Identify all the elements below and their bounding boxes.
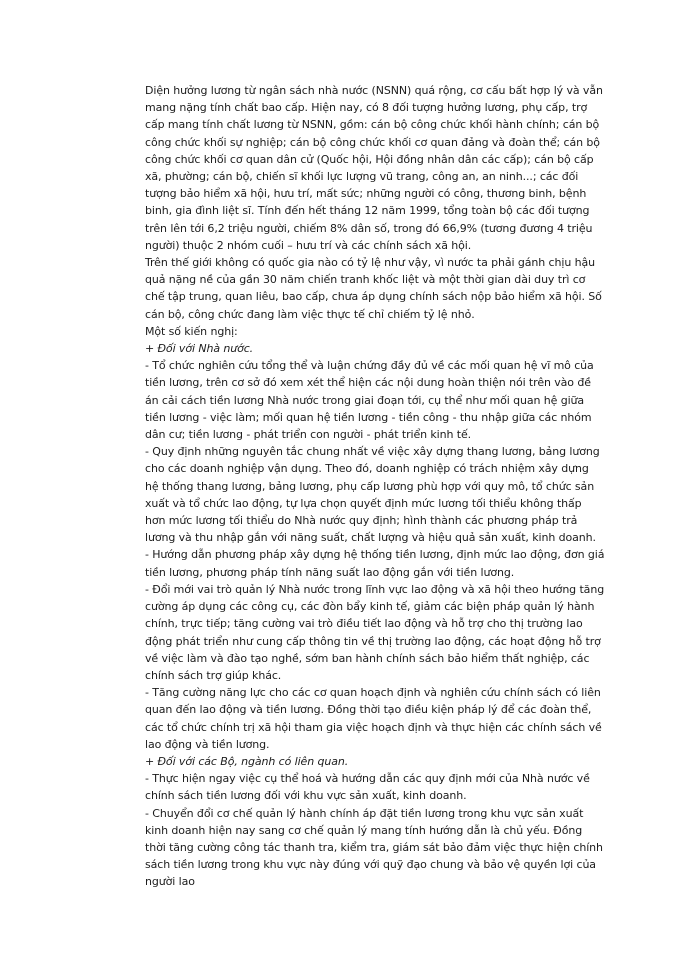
paragraph-state-item-4: - Đổi mới vai trò quản lý Nhà nước trong lĩnh vực lao động và xã hội theo hướng tăng cường áp dụng các công cụ, các đòn bẩy kinh tế, giảm các biện pháp quản lý hành chính, trực tiếp; tăng cường vai trò điều tiết lao động và hỗ trợ cho thị trường lao động phát triển như cung cấp thông tin về thị trường lao động, các hoạt động hỗ trợ về việc làm và đào tạo nghề, sớm ban hành chính sách bảo hiểm thất nghiệp, các chính sách trợ giúp khác. (145, 582, 605, 682)
document-body (145, 82, 605, 891)
paragraph-salary-scope: Diện hưởng lương từ ngân sách nhà nước (NSNN) quá rộng, cơ cấu bất hợp lý và vẫn mang nặng tính chất bao cấp. Hiện nay, có 8 đối tượng hưởng lương, phụ cấp, trợ cấp mang tính chất lương từ NSNN, gồm: cán bộ công chức khối hành chính; cán bộ công chức khối sự nghiệp; cán bộ công chức khối cơ quan đảng và đoàn thể; cán bộ công chức khối cơ quan dân cử (Quốc hội, Hội đồng nhân dân các cấp); cán bộ cấp xã, phường; cán bộ, chiến sĩ khối lực lượng vũ trang, công an, an ninh...; các đối tượng bảo hiểm xã hội, hưu trí, mất sức; những người có công, thương binh, bệnh binh, gia đình liệt sĩ. Tính đến hết tháng 12 năm 1999, tổng toàn bộ các đối tượng trên lên tới 6,2 triệu người, chiếm 8% dân số, trong đó 66,9% (tương đương 4 triệu người) thuộc 2 nhóm cuối – hưu trí và các chính sách xã hội. (145, 84, 603, 252)
paragraph-state-item-3: - Hướng dẫn phương pháp xây dựng hệ thống tiền lương, định mức lao động, đơn giá tiền lương, phương pháp tính năng suất lao động gắn với tiền lương. (145, 548, 605, 579)
paragraph-world-comparison: Trên thế giới không có quốc gia nào có tỷ lệ như vậy, vì nước ta phải gánh chịu hậu quả nặng nề của gần 30 năm chiến tranh khốc liệt và một thời gian dài duy trì cơ chế tập trung, quan liêu, bao cấp, chưa áp dụng chính sách nộp bảo hiểm xã hội. Số cán bộ, công chức đang làm việc thực tế chỉ chiếm tỷ lệ nhỏ. (145, 256, 602, 321)
paragraph-state-item-2: - Quy định những nguyên tắc chung nhất về việc xây dựng thang lương, bảng lương cho các doanh nghiệp vận dụng. Theo đó, doanh nghiệp có trách nhiệm xây dựng hệ thống thang lương, bảng lương, phụ cấp lương phù hợp với quy mô, tổ chức sản xuất và tổ chức lao động, tự lựa chọn quyết định mức lương tối thiểu không thấp hơn mức lương tối thiểu do Nhà nước quy định; hình thành các phương pháp trả lương và thu nhập gắn với năng suất, chất lượng và hiệu quả sản xuất, kinh doanh. (145, 445, 600, 545)
paragraph-ministries-heading: + Đối với các Bộ, ngành có liên quan. (145, 754, 349, 768)
paragraph-state-item-1: - Tổ chức nghiên cứu tổng thể và luận chứng đầy đủ về các mối quan hệ vĩ mô của tiền lương, trên cơ sở đó xem xét thể hiện các nội dung hoàn thiện nói trên vào đề án cải cách tiền lương Nhà nước trong giai đoạn tới, cụ thể như mối quan hệ giữa tiền lương - việc làm; mối quan hệ tiền lương - tiền công - thu nhập giữa các nhóm dân cư; tiền lương - phát triển con người - phát triển kinh tế. (145, 359, 594, 442)
paragraph-state-heading: + Đối với Nhà nước. (145, 342, 254, 356)
paragraph-recommendations-heading: Một số kiến nghị: (145, 324, 238, 338)
paragraph-state-item-5: - Tăng cường năng lực cho các cơ quan hoạch định và nghiên cứu chính sách có liên quan đến lao động và tiền lương. Đồng thời tạo điều kiện pháp lý để các đoàn thể, các tổ chức chính trị xã hội tham gia việc hoạch định và thực hiện các chính sách về lao động và tiền lương. (145, 686, 602, 751)
paragraph-ministries-item-1: - Thực hiện ngay việc cụ thể hoá và hướng dẫn các quy định mới của Nhà nước về chính sách tiền lương đối với khu vực sản xuất, kinh doanh. (145, 772, 590, 803)
paragraph-ministries-item-2: - Chuyển đổi cơ chế quản lý hành chính áp đặt tiền lương trong khu vực sản xuất kinh doanh hiện nay sang cơ chế quản lý mang tính hướng dẫn là chủ yếu. Đồng thời tăng cường công tác thanh tra, kiểm tra, giám sát bảo đảm việc thực hiện chính sách tiền lương trong khu vực này đúng với quỹ đạo chung và bảo vệ quyền lợi của người lao (145, 806, 603, 889)
